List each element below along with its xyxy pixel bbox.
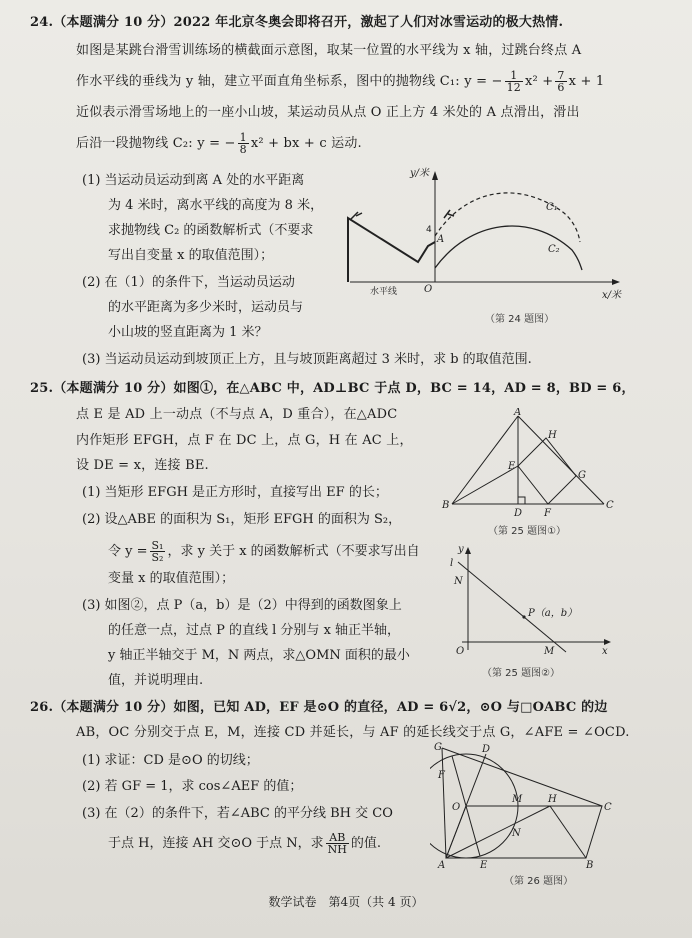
fig26-parallelogram <box>446 806 602 858</box>
skier-icon <box>444 210 454 218</box>
q26-part-3b: 于点 H，连接 AH 交⊙O 于点 N，求 $\frac{AB}{NH}$ 的值. <box>108 831 382 856</box>
fig25-label-e: E <box>508 461 516 472</box>
figure-26 <box>430 740 620 888</box>
q24-line-1: 24.（本题满分 10 分）2022 年北京冬奥会即将召开，激起了人们对冰雪运动的极大热情. <box>30 15 564 30</box>
fig24-y-arrow <box>432 171 438 180</box>
q25-part-3c: y 轴正半轴交于 M，N 两点，求△OMN 面积的最小 <box>108 648 410 663</box>
fraction-1-8: $\frac{1}{8}$ <box>239 131 247 156</box>
fraction-ab-nh: $\frac{AB}{NH}$ <box>327 831 347 856</box>
fig25-label-f: F <box>544 508 551 519</box>
fig24-x-label: x/米 <box>602 290 622 301</box>
q24-part-2c: 小山坡的竖直距离为 1 米？ <box>108 325 268 340</box>
fraction-7-6: $\frac{7}{6}$ <box>557 69 565 94</box>
q25-line-1: 25.（本题满分 10 分）如图①，在△ABC 中，AD⊥BC 于点 D，BC = 14，AD = 8，BD = 6， <box>30 381 635 396</box>
fig24-y-label: y/米 <box>410 168 430 179</box>
fig25b-p-label: P（a，b） <box>528 608 578 619</box>
q24-line-3b: x² + <box>525 74 554 89</box>
fig25-ab <box>452 416 518 504</box>
fig25-label-d: D <box>514 508 523 519</box>
fig25b-x-label: x <box>602 646 608 657</box>
q25-line-3: 内作矩形 EFGH，点 F 在 DC 上，点 G，H 在 AC 上， <box>76 433 413 448</box>
q24-part-2a: (2) 在（1）的条件下，当运动员运动 <box>82 275 295 290</box>
fig26-label-a: A <box>438 860 446 871</box>
fig24-caption: （第 24 题图） <box>485 314 555 325</box>
fig24-c1-label: C₁ <box>546 202 558 213</box>
q25-line-4: 设 DE = x，连接 BE. <box>76 458 209 473</box>
fig25b-point-p <box>522 615 525 618</box>
fig25b-line-l <box>458 562 566 652</box>
q24-part-1c: 求抛物线 C₂ 的函数解析式（不要求 <box>108 223 314 238</box>
q26-part-2: (2) 若 GF = 1，求 cos∠AEF 的值； <box>82 779 303 794</box>
q24-part-1d: 写出自变量 x 的取值范围）； <box>108 248 274 263</box>
figure-25-2 <box>446 544 616 682</box>
fig25-label-g: G <box>578 470 586 481</box>
fig24-c2-label: C₂ <box>548 244 560 255</box>
q26-part-1: (1) 求证：CD 是⊙O 的切线； <box>82 753 259 768</box>
fig25-1-caption: （第 25 题图①） <box>488 526 567 537</box>
fig26-label-n: N <box>512 828 521 839</box>
fig24-c2-curve <box>435 193 580 242</box>
q25-part-3b: 的任意一点，过点 P 的直线 l 分别与 x 轴正半轴， <box>108 623 401 638</box>
fig25b-l-label: l <box>450 558 454 569</box>
q25-part-1: (1) 当矩形 EFGH 是正方形时，直接写出 EF 的长； <box>82 485 388 500</box>
fig25b-y-label: y <box>458 544 464 555</box>
fig25-label-b: B <box>442 500 450 511</box>
fig25-right-angle <box>518 497 525 504</box>
q24-part-1a: (1) 当运动员运动到离 A 处的水平距离 <box>82 173 305 188</box>
fig24-point-a: A <box>437 234 445 245</box>
fig25b-y-arrow <box>465 547 471 554</box>
fig25-rect-efgh <box>518 438 576 504</box>
fig25-2-caption: （第 25 题图②） <box>482 668 561 679</box>
q25-part-3d: 值，并说明理由. <box>108 673 204 688</box>
q24-line-3 <box>76 70 604 93</box>
fig25b-n-label: N <box>454 576 463 587</box>
fig26-label-e: E <box>480 860 488 871</box>
q24-line-2: 如图是某跳台滑雪训练场的横截面示意图，取某一位置的水平线为 x 轴，过跳台终点 A <box>76 43 582 58</box>
fig26-label-h: H <box>548 794 557 805</box>
fig26-label-d: D <box>482 744 491 755</box>
fig25-label-a: A <box>514 408 522 418</box>
q25-part-2c: 变量 x 的取值范围）； <box>108 571 235 586</box>
q24-line-3c: x + 1 <box>568 74 605 89</box>
q26-line-2: AB，OC 分别交于点 E，M，连接 CD 并延长，与 AF 的延长线交于点 G，∠AFE = ∠OCD. <box>76 725 630 740</box>
fig24-x-arrow <box>612 279 620 285</box>
fig25-label-h: H <box>548 430 557 441</box>
fig24-height-4: 4 <box>426 225 432 235</box>
fig26-label-c: C <box>604 802 612 813</box>
fig24-slope <box>348 218 435 282</box>
fig26-line-ag <box>442 748 446 858</box>
fig24-c1-curve <box>435 226 582 270</box>
fig26-line-ah <box>446 806 550 858</box>
q24-line-4: 近似表示滑雪场地上的一座小山坡，某运动员从点 O 正上方 4 米处的 A 点滑出，滑出 <box>76 105 580 120</box>
q25-part-3a: (3) 如图②，点 P（a，b）是（2）中得到的函数图象上 <box>82 598 402 613</box>
fig25-label-c: C <box>606 500 614 511</box>
q25-line-2: 点 E 是 AD 上一动点（不与点 A，D 重合），在△ADC <box>76 407 398 422</box>
figure-25-1 <box>440 408 620 540</box>
fig26-caption: （第 26 题图） <box>504 876 574 887</box>
q24-line-5: 后沿一段抛物线 C₂: y = − $\frac{1}{8}$ x² + bx + c 运动. <box>76 131 362 156</box>
q24-part-2b: 的水平距离为多少米时，运动员与 <box>108 300 304 315</box>
fig26-bisector-bh <box>550 806 586 858</box>
fig25b-x-arrow <box>604 639 611 645</box>
q25-part-2a: (2) 设△ABE 的面积为 S₁，矩形 EFGH 的面积为 S₂， <box>82 512 402 527</box>
fig24-skier-start <box>350 212 362 220</box>
figure-24 <box>340 160 630 340</box>
fraction-1-12: $\frac{1}{12}$ <box>506 69 522 94</box>
q24-line-3a: 作水平线的垂线为 y 轴，建立平面直角坐标系，图中的抛物线 C₁: y = − <box>76 74 503 89</box>
fig24-origin: O <box>424 284 433 295</box>
q26-part-3a: (3) 在（2）的条件下，若∠ABC 的平分线 BH 交 CO <box>82 806 393 821</box>
fig25b-o-label: O <box>456 646 465 657</box>
fig26-label-b: B <box>586 860 594 871</box>
q24-part-1b: 为 4 米时，离水平线的高度为 8 米， <box>108 198 324 213</box>
fig26-label-m: M <box>512 794 523 805</box>
q26-line-1: 26.（本题满分 10 分）如图，已知 AD，EF 是⊙O 的直径，AD = 6√2，⊙O 与□OABC 的边 <box>30 700 608 715</box>
page-footer: 数学试卷 第4页（共 4 页） <box>268 895 424 909</box>
fig24-ground-label: 水平线 <box>370 287 398 297</box>
q25-part-2b: 令 y = $\frac{\text{S₁}}{\text{S₂}}$ ，求 y 关于 x 的函数解析式（不要求写出自 <box>108 539 420 564</box>
fig26-label-o: O <box>452 802 461 813</box>
fig26-label-g: G <box>434 742 442 753</box>
q24-part-3: (3) 当运动员运动到坡顶正上方，且与坡顶距离超过 3 米时，求 b 的取值范围. <box>82 352 532 367</box>
fig25b-m-label: M <box>544 646 555 657</box>
fraction-s1-s2: $\frac{\text{S₁}}{\text{S₂}}$ <box>151 539 164 564</box>
fig26-label-f: F <box>438 770 445 781</box>
